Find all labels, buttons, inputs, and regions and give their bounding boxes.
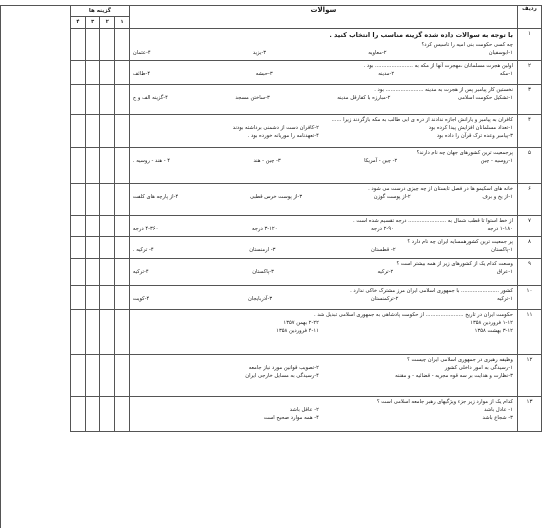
question-cell <box>129 259 517 286</box>
answer-option[interactable]: ۳-آذربایجان <box>247 296 273 303</box>
answer-option[interactable]: ۱-۱۸۰ درجه <box>487 226 513 233</box>
answer-checkbox-cell[interactable] <box>85 85 100 115</box>
answer-option[interactable]: ۲-از پوست گوزن <box>373 194 411 201</box>
answer-option[interactable]: ۲- عاقل باشد <box>289 407 319 414</box>
answer-option[interactable]: ۳-نظارت و هدایت بر سه قوه مجریه - قضائیه - و مقننه <box>395 373 513 380</box>
question-number: ۳ <box>517 85 541 115</box>
answer-checkbox-cell[interactable] <box>71 397 86 432</box>
answer-option[interactable]: ۲-مدینه <box>378 71 395 78</box>
answer-options <box>133 268 513 276</box>
answer-checkbox-cell[interactable] <box>100 397 115 432</box>
answer-option[interactable]: ۴-رسیدگی به مسایل خارجی ایران <box>245 373 319 380</box>
question-row <box>71 397 542 432</box>
question-row <box>71 115 542 148</box>
answer-option[interactable]: ۴-۱۱ فروردین ۱۳۵۸ <box>276 328 319 335</box>
header-row <box>71 6 542 29</box>
answer-option[interactable]: ۱-۱۲ فروردین ۱۳۵۸ <box>470 320 513 327</box>
answer-checkbox-cell[interactable] <box>115 61 130 85</box>
question-row <box>71 61 542 85</box>
answer-option[interactable]: ۲-معاویه <box>368 50 387 57</box>
answer-checkbox-cell[interactable] <box>85 184 100 216</box>
answer-option[interactable]: ۲-۹۰ درجه <box>371 226 394 233</box>
question-cell <box>129 85 517 115</box>
answer-checkbox-cell[interactable] <box>100 115 115 148</box>
question-number: ۱ <box>517 29 541 61</box>
answer-option[interactable]: ۳-از پوست خرس قطبی <box>249 194 303 201</box>
answer-option[interactable]: ۲- چین - آمریکا <box>364 158 398 165</box>
answer-checkbox-cell[interactable] <box>115 85 130 115</box>
question-number: ۹ <box>517 259 541 286</box>
answer-options <box>133 225 513 233</box>
question-number: ۴ <box>517 115 541 148</box>
option-number: ۳ <box>85 17 100 28</box>
answer-option[interactable]: ۲- قطستان <box>370 247 396 254</box>
answer-option[interactable]: ۲-ترکیه <box>377 269 394 276</box>
answer-checkbox-cell[interactable] <box>71 259 86 286</box>
answer-option[interactable]: ۱-پاکستان <box>491 247 513 254</box>
question-cell <box>129 237 517 259</box>
question-cell <box>129 148 517 184</box>
answer-option[interactable]: ۱-روسیه - چین <box>480 158 513 165</box>
answer-option[interactable]: ۲-کافران دست از دشمنی برداشته بودند <box>232 125 319 132</box>
question-text: کدام یک از موارد زیر جزء ویژگیهای رهبر جامعه اسلامی است ؟ <box>376 399 513 405</box>
question-row <box>71 85 542 115</box>
answer-options <box>133 70 513 78</box>
answer-options <box>133 49 513 57</box>
options-header-label: گزینه ها <box>71 6 129 17</box>
question-cell <box>129 184 517 216</box>
question-cell <box>129 397 517 432</box>
answer-checkbox-cell[interactable] <box>100 286 115 310</box>
answer-options <box>133 124 513 140</box>
answer-checkbox-cell[interactable] <box>100 184 115 216</box>
answer-checkbox-cell[interactable] <box>115 115 130 148</box>
question-text: پرجمعیت ترین کشورهای جهان چه نام دارند؟ <box>416 150 513 156</box>
question-number: ۱۰ <box>517 286 541 310</box>
question-text: کشور ....................... با جمهوری اسلامی ایران مرز مشترک خاکی ندارد . <box>350 288 513 294</box>
answer-option[interactable]: ۳-یزید <box>252 50 267 57</box>
answer-option[interactable]: ۴- همه موارد صحیح است <box>263 415 319 422</box>
answer-checkbox-cell[interactable] <box>100 237 115 259</box>
answer-option[interactable]: ۱-عراق <box>496 269 513 276</box>
answer-checkbox-cell[interactable] <box>115 310 130 355</box>
answer-options <box>133 246 513 254</box>
answer-checkbox-cell[interactable] <box>71 115 86 148</box>
answer-checkbox-cell[interactable] <box>100 85 115 115</box>
answer-checkbox-cell[interactable] <box>115 259 130 286</box>
answer-option[interactable]: ۳-۱۲ بهشت ۱۳۵۸ <box>474 328 513 335</box>
answer-checkbox-cell[interactable] <box>71 148 86 184</box>
answer-checkbox-cell[interactable] <box>71 184 86 216</box>
exam-table <box>70 5 542 432</box>
answer-checkbox-cell[interactable] <box>71 237 86 259</box>
answer-option[interactable]: ۳- چین - هند <box>253 158 281 165</box>
question-text: کافران به پیامبر و یارانش اجازه ندادند از دره ی ابی طالب به مکه بازگردند زیرا ...... <box>331 117 513 123</box>
question-number: ۱۳ <box>517 397 541 432</box>
answer-checkbox-cell[interactable] <box>85 216 100 237</box>
question-row <box>71 184 542 216</box>
answer-checkbox-cell[interactable] <box>71 29 86 61</box>
answer-option[interactable]: ۲-ترکمنستان <box>370 296 399 303</box>
answer-checkbox-cell[interactable] <box>115 286 130 310</box>
question-row <box>71 148 542 184</box>
answer-option[interactable]: ۱-رسیدگی به امور داخلی کشور <box>444 365 513 372</box>
question-row <box>71 310 542 355</box>
answer-option[interactable]: ۳-پیامبر وعده ترک قرآن را داده بود <box>436 133 513 140</box>
question-row <box>71 355 542 397</box>
answer-checkbox-cell[interactable] <box>85 148 100 184</box>
answer-option[interactable]: ۴-کویت <box>132 296 150 303</box>
question-row <box>71 237 542 259</box>
answer-option[interactable]: ۱-تعداد مسلمانان افزایش پیدا کرده بود <box>428 125 513 132</box>
answer-checkbox-cell[interactable] <box>71 355 86 397</box>
answer-checkbox-cell[interactable] <box>100 259 115 286</box>
question-row <box>71 216 542 237</box>
answer-option[interactable]: ۳-پاکستان <box>252 269 274 276</box>
question-number: ۱۲ <box>517 355 541 397</box>
answer-option[interactable]: ۴ - هند - روسیه . <box>132 158 171 165</box>
answer-option[interactable]: ۱-ترکیه <box>497 296 513 303</box>
questions-header: سوالات <box>129 6 517 29</box>
question-cell <box>129 286 517 310</box>
answer-options <box>133 406 513 422</box>
answer-option[interactable]: ۱-تشکیل حکومت اسلامی <box>457 95 513 102</box>
answer-options <box>133 319 513 335</box>
answer-options <box>133 364 513 380</box>
question-text: اولین هجرت مسلمانان ،مهجرت آنها از مکه به ....................... بود . <box>363 63 513 69</box>
margin-area <box>0 5 71 528</box>
answer-checkbox-cell[interactable] <box>85 29 100 61</box>
question-text: خانه های اسکیمو ها در فصل تابستان از چه چیزی درست می شود . <box>368 186 513 192</box>
answer-checkbox-cell[interactable] <box>100 61 115 85</box>
question-cell <box>129 355 517 397</box>
answer-option[interactable]: ۱-ابوسفیان <box>488 50 513 57</box>
question-cell <box>129 115 517 148</box>
option-number-row <box>71 17 129 28</box>
answer-checkbox-cell[interactable] <box>100 355 115 397</box>
answer-checkbox-cell[interactable] <box>100 29 115 61</box>
question-text: چه کسی حکومت بنی امیه را تاسیس کرد؟ <box>421 42 513 48</box>
question-row <box>71 286 542 310</box>
question-row <box>71 259 542 286</box>
answer-checkbox-cell[interactable] <box>85 237 100 259</box>
answer-option[interactable]: ۳- ارمنستان <box>249 247 276 254</box>
answer-option[interactable]: ۱-از یخ و برف <box>482 194 513 201</box>
answer-checkbox-cell[interactable] <box>100 310 115 355</box>
option-number: ۲ <box>99 17 114 28</box>
answer-checkbox-cell[interactable] <box>71 286 86 310</box>
question-cell <box>129 29 517 61</box>
question-number: ۲ <box>517 61 541 85</box>
question-text: وسعت کدام یک از کشورهای زیر از همه بیشتر است ؟ <box>396 261 513 267</box>
answer-option[interactable]: ۳-۱۲۰ درجه <box>252 226 278 233</box>
question-number: ۶ <box>517 184 541 216</box>
answer-option[interactable]: ۴-طائف <box>132 71 151 78</box>
answer-option[interactable]: ۳- شجاع باشد <box>482 415 513 422</box>
answer-checkbox-cell[interactable] <box>71 310 86 355</box>
answer-options <box>133 94 513 102</box>
answer-option[interactable]: ۴-ترکیه <box>132 269 149 276</box>
question-text: حکومت ایران در تاریخ ....................... از حکومت پادشاهی به جمهوری اسلامی تبدیل شد . <box>314 312 513 318</box>
answer-checkbox-cell[interactable] <box>115 29 130 61</box>
answer-option[interactable]: ۲-۲۲ بهمن ۱۳۵۷ <box>283 320 319 327</box>
question-cell <box>129 310 517 355</box>
instruction-text: با توجه به سوالات داده شده گزینه مناسب را انتخاب کنید . <box>329 31 513 39</box>
answer-checkbox-cell[interactable] <box>115 355 130 397</box>
option-number: ۱ <box>114 17 129 28</box>
options-header <box>71 6 130 29</box>
answer-options <box>133 295 513 303</box>
question-number: ۸ <box>517 237 541 259</box>
row-number-header: ردیف <box>517 6 541 29</box>
answer-option[interactable]: ۴-از پارچه های کلفت <box>132 194 179 201</box>
answer-option[interactable]: ۴- ترکیه . <box>132 247 154 254</box>
answer-checkbox-cell[interactable] <box>85 355 100 397</box>
answer-option[interactable]: ۱- عادل باشد <box>484 407 513 414</box>
answer-checkbox-cell[interactable] <box>85 115 100 148</box>
answer-checkbox-cell[interactable] <box>100 148 115 184</box>
answer-option[interactable]: ۳-ساختن مسجد <box>235 95 270 102</box>
answer-checkbox-cell[interactable] <box>71 216 86 237</box>
answer-checkbox-cell[interactable] <box>115 148 130 184</box>
answer-option[interactable]: ۳-حبشه <box>255 71 273 78</box>
question-text: از خط استوا تا قطب شمال به ....................... درجه تقسیم شده است . <box>353 218 513 224</box>
answer-option[interactable]: ۴-تعهدنامه را موریانه خورده بود . <box>247 133 319 140</box>
answer-checkbox-cell[interactable] <box>115 237 130 259</box>
question-row <box>71 29 542 61</box>
question-text: وظیفه رهبری در جمهوری اسلامی ایران چیست ؟ <box>407 357 513 363</box>
answer-option[interactable]: ۲-مبارزه با کفارقل مدینه <box>337 95 391 102</box>
question-number: ۵ <box>517 148 541 184</box>
answer-checkbox-cell[interactable] <box>85 286 100 310</box>
answer-options <box>133 193 513 201</box>
answer-checkbox-cell[interactable] <box>115 184 130 216</box>
answer-option[interactable]: ۴-۳۶۰ درجه <box>132 226 159 233</box>
answer-option[interactable]: ۱-مکه <box>499 71 513 78</box>
answer-options <box>133 157 513 165</box>
question-number: ۱۱ <box>517 310 541 355</box>
answer-option[interactable]: ۲-تصویب قوانین مورد نیاز جامعه <box>248 365 319 372</box>
answer-checkbox-cell[interactable] <box>85 397 100 432</box>
answer-checkbox-cell[interactable] <box>85 259 100 286</box>
answer-checkbox-cell[interactable] <box>100 216 115 237</box>
question-cell <box>129 216 517 237</box>
answer-checkbox-cell[interactable] <box>85 310 100 355</box>
question-number: ۷ <box>517 216 541 237</box>
answer-checkbox-cell[interactable] <box>115 216 130 237</box>
question-text: پر جمعیت ترین کشورهمسایه ایران چه نام دارد ؟ <box>407 239 513 245</box>
answer-option[interactable]: ۴-گزینه الف و ج <box>132 95 168 102</box>
question-cell <box>129 61 517 85</box>
answer-checkbox-cell[interactable] <box>115 397 130 432</box>
answer-option[interactable]: ۴-عثمان <box>132 50 151 57</box>
answer-checkbox-cell[interactable] <box>85 61 100 85</box>
question-text: نخستین کار پیامبر پس از هجرت به مدینه ....................... بود . <box>374 87 513 93</box>
answer-checkbox-cell[interactable] <box>71 61 86 85</box>
answer-checkbox-cell[interactable] <box>71 85 86 115</box>
option-number: ۴ <box>76 19 80 25</box>
